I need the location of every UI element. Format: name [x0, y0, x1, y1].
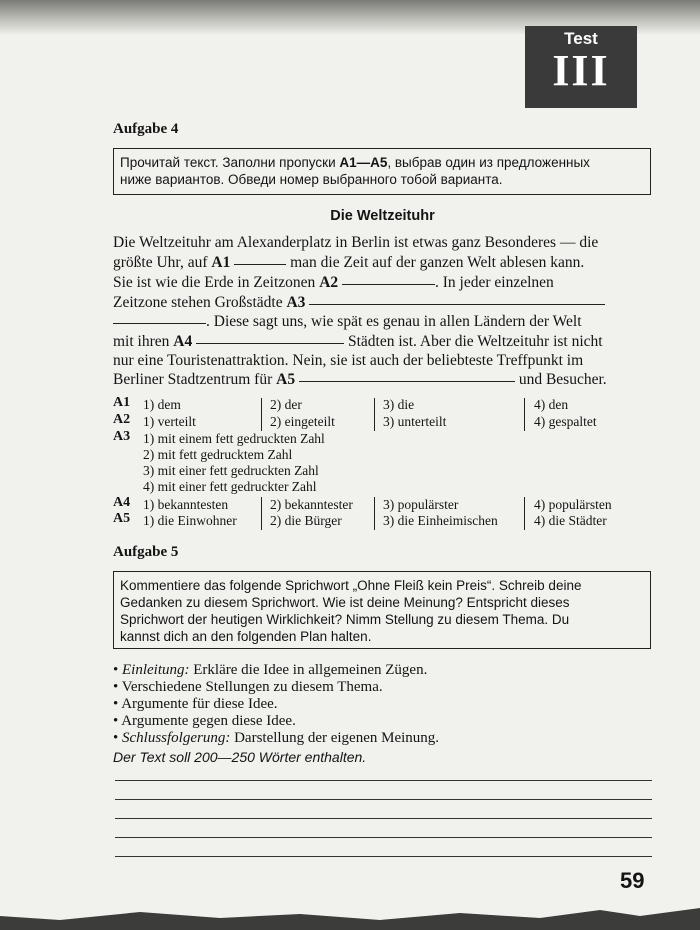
- text-line-4: [113, 294, 605, 312]
- option-label-a2: A2: [113, 412, 131, 427]
- option-a2-1[interactable]: 1) verteilt: [143, 414, 196, 429]
- writing-line[interactable]: [115, 780, 652, 781]
- plan-item-5-text: Darstellung der eigenen Meinung.: [230, 730, 440, 746]
- option-separator: [261, 497, 262, 530]
- writing-line[interactable]: [115, 818, 652, 819]
- text-line-1: Die Weltzeituhr am Alexanderplatz in Berlin ist etwas ganz Besonderes — die: [113, 234, 599, 251]
- test-badge: [525, 26, 637, 108]
- option-a4-3[interactable]: 3) populärster: [383, 497, 459, 512]
- option-a1-3[interactable]: 3) die: [383, 397, 415, 412]
- text-line-3: [113, 274, 554, 292]
- task5-box-line-1: Kommentiere das folgende Sprichwort „Ohne Fleiß kein Preis“. Schreib deine: [120, 578, 582, 593]
- blank-a4[interactable]: [196, 342, 344, 344]
- plan-item-2-text: Verschiedene Stellungen zu diesem Thema.: [121, 679, 383, 695]
- page-number: 59: [620, 868, 645, 893]
- plan-item-3-text: Argumente für diese Idee.: [121, 696, 278, 712]
- text-line-6: [113, 333, 603, 351]
- blank-a1[interactable]: [234, 263, 286, 265]
- gap-marker-a3: A3: [286, 294, 306, 311]
- blank-a2[interactable]: [342, 283, 435, 285]
- text-line-8c: und Besucher.: [514, 371, 607, 388]
- task5-instruction-box: [113, 571, 651, 649]
- option-a4-4[interactable]: 4) populärsten: [534, 497, 612, 512]
- task5-box-line-2: Gedanken zu diesem Sprichwort. Wie ist deine Meinung? Entspricht dieses: [120, 595, 570, 610]
- task5-heading: Aufgabe 5: [113, 544, 179, 560]
- task5-box-line-4: kannst dich an den folgenden Plan halten.: [120, 629, 372, 644]
- text-line-5a: . Diese sagt uns, wie spät es genau in allen Ländern der Welt: [206, 313, 582, 330]
- blank-a5[interactable]: [299, 380, 515, 382]
- option-label-a1: A1: [113, 395, 131, 410]
- plan-item-3: • Argumente für diese Idee.: [113, 696, 278, 712]
- option-a5-1[interactable]: 1) die Einwohner: [143, 513, 237, 528]
- text-line-2a: größte Uhr, auf: [113, 254, 212, 271]
- text-line-5: [113, 313, 582, 331]
- gap-marker-a1: A1: [211, 254, 231, 271]
- text-line-2c: man die Zeit auf der ganzen Welt ablesen kann.: [286, 254, 585, 271]
- option-a5-2[interactable]: 2) die Bürger: [270, 513, 342, 528]
- writing-line[interactable]: [115, 856, 652, 857]
- option-a2-4[interactable]: 4) gespaltet: [534, 414, 597, 429]
- text-line-6c: Städten ist. Aber die Weltzeituhr ist nicht: [344, 333, 603, 350]
- option-a3-3[interactable]: 3) mit einer fett gedruckten Zahl: [143, 463, 319, 478]
- option-separator: [261, 398, 262, 431]
- test-badge-number: III: [552, 46, 610, 95]
- text-title: Die Weltzeituhr: [330, 208, 435, 224]
- test-badge-label: Test: [564, 29, 598, 48]
- option-a3-2[interactable]: 2) mit fett gedrucktem Zahl: [143, 447, 293, 462]
- task4-heading: Aufgabe 4: [113, 121, 179, 137]
- text-line-8: [113, 371, 607, 389]
- text-line-8a: Berliner Stadtzentrum für: [113, 371, 277, 388]
- writing-line[interactable]: [115, 837, 652, 838]
- torn-bottom-edge: [0, 902, 700, 930]
- text-line-2: [113, 254, 584, 272]
- option-separator: [374, 497, 375, 530]
- text-line-6a: mit ihren: [113, 333, 174, 350]
- text-line-7: nur eine Touristenattraktion. Nein, sie ist auch der beliebteste Treffpunkt im: [113, 352, 584, 369]
- option-a3-4[interactable]: 4) mit einer fett gedruckter Zahl: [143, 479, 317, 494]
- text-line-4a: Zeitzone stehen Großstädte: [113, 294, 287, 311]
- gap-marker-a4: A4: [173, 333, 193, 350]
- task4-instruction-bold: A1—A5: [339, 155, 388, 170]
- text-line-3c: . In jeder einzelnen: [435, 274, 554, 291]
- option-a1-4[interactable]: 4) den: [534, 397, 569, 412]
- plan-item-4: • Argumente gegen diese Idee.: [113, 713, 296, 729]
- blank-a3-part1[interactable]: [309, 303, 605, 305]
- plan-item-5: • Schlussfolgerung: Darstellung der eigenen Meinung.: [113, 730, 440, 746]
- option-a2-3[interactable]: 3) unterteilt: [383, 414, 447, 429]
- option-a5-3[interactable]: 3) die Einheimischen: [383, 513, 498, 528]
- option-a1-2[interactable]: 2) der: [270, 397, 302, 412]
- option-label-a5: A5: [113, 511, 131, 526]
- plan-item-1-text: Erkläre die Idee in allgemeinen Zügen.: [189, 662, 428, 678]
- option-a5-4[interactable]: 4) die Städter: [534, 513, 607, 528]
- plan-item-4-text: Argumente gegen diese Idee.: [121, 713, 296, 729]
- option-a1-1[interactable]: 1) dem: [143, 397, 181, 412]
- gap-marker-a2: A2: [319, 274, 339, 291]
- writing-line[interactable]: [115, 799, 652, 800]
- task4-instruction-box: [113, 148, 651, 195]
- task5-box-line-3: Sprichwort der heutigen Wirklichkeit? Nimm Stellung zu diesem Thema. Du: [120, 612, 570, 627]
- option-separator: [374, 398, 375, 431]
- option-label-a3: A3: [113, 429, 131, 444]
- task4-instruction-part2: , выбрав один из предложенных: [387, 155, 590, 170]
- option-separator: [524, 497, 525, 530]
- gap-marker-a5: A5: [276, 371, 296, 388]
- task4-instruction-part1: Прочитай текст. Заполни пропуски: [120, 155, 340, 170]
- option-a2-2[interactable]: 2) eingeteilt: [270, 414, 335, 429]
- word-count-note: Der Text soll 200—250 Wörter enthalten.: [113, 749, 367, 765]
- option-label-a4: A4: [113, 495, 131, 510]
- plan-item-5-title: Schlussfolgerung:: [122, 730, 231, 746]
- option-a4-1[interactable]: 1) bekanntesten: [143, 497, 229, 512]
- option-a3-1[interactable]: 1) mit einem fett gedruckten Zahl: [143, 431, 325, 446]
- option-a4-2[interactable]: 2) bekanntester: [270, 497, 353, 512]
- blank-a3-part2[interactable]: [113, 322, 206, 324]
- plan-item-1-title: Einleitung:: [122, 662, 190, 678]
- task4-instruction-line2: ниже вариантов. Обведи номер выбранного тобой варианта.: [120, 172, 503, 187]
- plan-item-1: • Einleitung: Erkläre die Idee in allgemeinen Zügen.: [113, 662, 428, 678]
- plan-item-2: • Verschiedene Stellungen zu diesem Thema.: [113, 679, 383, 695]
- option-separator: [524, 398, 525, 431]
- text-line-3a: Sie ist wie die Erde in Zeitzonen: [113, 274, 320, 291]
